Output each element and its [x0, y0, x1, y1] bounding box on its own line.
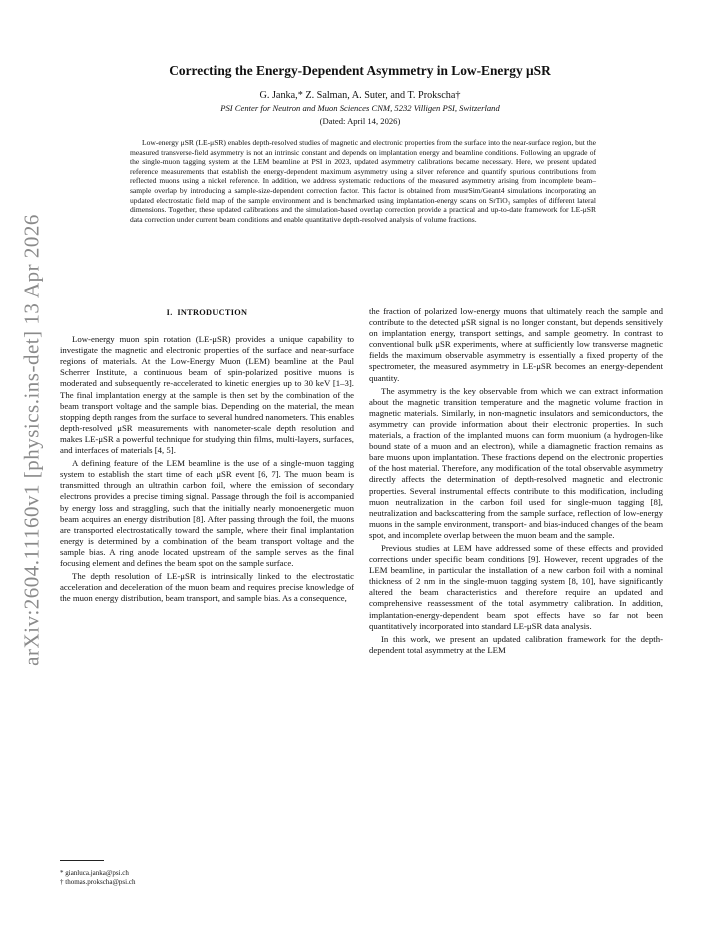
section-heading	[60, 307, 354, 318]
section-title: INTRODUCTION	[177, 308, 248, 317]
arxiv-identifier: arXiv:2604.11160v1 [physics.ins-det] 13 Apr 2026	[19, 214, 44, 666]
right-column	[369, 306, 663, 658]
paragraph: The depth resolution of LE-μSR is intrinsically linked to the electrostatic acceleration and deceleration of the muon beam and requires precise knowledge of the muon energy distribution, beam transport, and sample bias. As a consequence,	[60, 571, 354, 604]
paragraph: The asymmetry is the key observable from which we can extract information about the magnetic transition temperature and the magnetic volume fraction in magnetic materials. Similarly, in non-magnetic insulators and semiconductors, the asymmetry can provide information about their electronic properties. In such materials, a fraction of the implanted muons can form muonium (a hydrogen-like bound state of a muon and an electron), while a diamagnetic fraction remains as bare muons upon implantation. These fractions depend on the electronic properties of the host material. Therefore, any modification of the total observable asymmetry directly affects the determination of depth-resolved magnetic and electronic properties. Several instrumental effects contribute to this modification, including muon neutralization in the carbon foil used for single-muon tagging [8], neutralization and backscattering from the sample surface, reflection of low-energy muons in the sample environment, transport- and bias-induced changes of the beam spot, and incomplete overlap between the muon beam and the sample.	[369, 385, 663, 540]
date-line: (Dated: April 14, 2026)	[319, 116, 401, 126]
paragraph: Low-energy muon spin rotation (LE-μSR) provides a unique capability to investigate the magnetic and electronic properties of the surface and near-surface regions of materials. At the Low-Energy Muon (LEM) beamline at the Paul Scherrer Institute, a continuous beam of spin-polarized positive muons is moderated and subsequently re-accelerated to kinetic energies up to 30 keV [1–3]. The final implantation energy at the sample is then set by the combination of the beam transport voltage and the sample bias. Depending on the material, the mean stopping depth ranges from the surface to several hundred nanometers. This enables depth-resolved μSR measurements with nanometer-scale depth resolution and makes LE-μSR a powerful technique for studying thin films, multi-layers, surfaces, and interfaces of materials [4, 5].	[60, 334, 354, 456]
paragraph: A defining feature of the LEM beamline is the use of a single-muon tagging system to establish the start time of each μSR event [6, 7]. The muon beam is transmitted through an ultrathin carbon foil, where the emission of secondary electrons provides a precise timing signal. Passage through the foil is accompanied by energy loss and straggling, such that the initially nearly monoenergetic muon beam acquires an energy distribution [8]. After passing through the foil, the muons are transported electrostatically toward the sample, where their final implantation energy is determined by a combination of the beam transport voltage and the sample bias. A ring anode located upstream of the sample serves as the final focusing element and defines the beam spot on the sample surface.	[60, 458, 354, 568]
paragraph: the fraction of polarized low-energy muons that ultimately reach the sample and contribute to the detected μSR signal is no longer constant, but depends sensitively on implantation energy, transport settings, and sample geometry. In contrast to conventional bulk μSR experiments, where at sufficiently low transverse magnetic fields the maximum observable asymmetry is essentially a fixed property of the spectrometer, the measured asymmetry in LE-μSR becomes an energy-dependent quantity.	[369, 306, 663, 383]
footnote-rule	[60, 860, 104, 861]
paragraph: Previous studies at LEM have addressed some of these effects and provided corrections under specific beam conditions [9]. However, recent upgrades of the LEM beamline, in particular the installation of a new carbon foil with a nominal thickness of 2 nm in the single-muon tagging system [8, 10], have significantly altered the beam characteristics and therefore require an updated and comprehensive reassessment of the total asymmetry calibration. In addition, implantation-energy-dependent beam spot effects have so far not been quantitatively incorporated into standard LE-μSR data analysis.	[369, 542, 663, 631]
paragraph: In this work, we present an updated calibration framework for the depth-dependent total asymmetry at the LEM	[369, 633, 663, 655]
arxiv-sidebar-stamp	[14, 200, 50, 680]
paper-title: Correcting the Energy-Dependent Asymmetry in Low-Energy μSR	[169, 63, 551, 78]
footnote-email[interactable]: * gianluca.janka@psi.ch	[60, 869, 129, 877]
abstract: Low-energy μSR (LE-μSR) enables depth-resolved studies of magnetic and electronic properties from the surface into the near-surface region, but the measured transverse-field asymmetry is not an intrinsic constant and depends on implantation energy and beamline conditions. Following an upgrade of the single-muon tagging system at the LEM beamline at PSI in 2023, updated asymmetry calibrations became necessary. Here, we present updated reference measurements that establish the energy-dependent maximum asymmetry using a silver reference and quantify spurious contributions from reflected muons using a nickel reference. In addition, we address systematic reductions of the measured asymmetry arising from incomplete beam–sample overlap by introducing a sample-size-dependent correction factor. This factor is obtained from musrSim/Geant4 simulations incorporating an updated electrostatic field map of the sample environment and is benchmarked using implantation-energy scans on SrTiO₃ samples of different lateral dimensions. Together, these updated calibrations and the simulation-based overlap correction provide a practical and up-to-date framework for LE-μSR data correction under current beam conditions and enable quantitative depth-resolved analysis of volume fractions.	[130, 138, 596, 224]
footnotes	[60, 869, 360, 887]
footnote-email[interactable]: † thomas.prokscha@psi.ch	[60, 878, 136, 886]
section-number: I.	[166, 308, 173, 317]
affiliation: PSI Center for Neutron and Muon Sciences CNM, 5232 Villigen PSI, Switzerland	[220, 103, 500, 113]
author-list: G. Janka,* Z. Salman, A. Suter, and T. Prokscha†	[259, 90, 461, 101]
left-column	[60, 307, 354, 606]
